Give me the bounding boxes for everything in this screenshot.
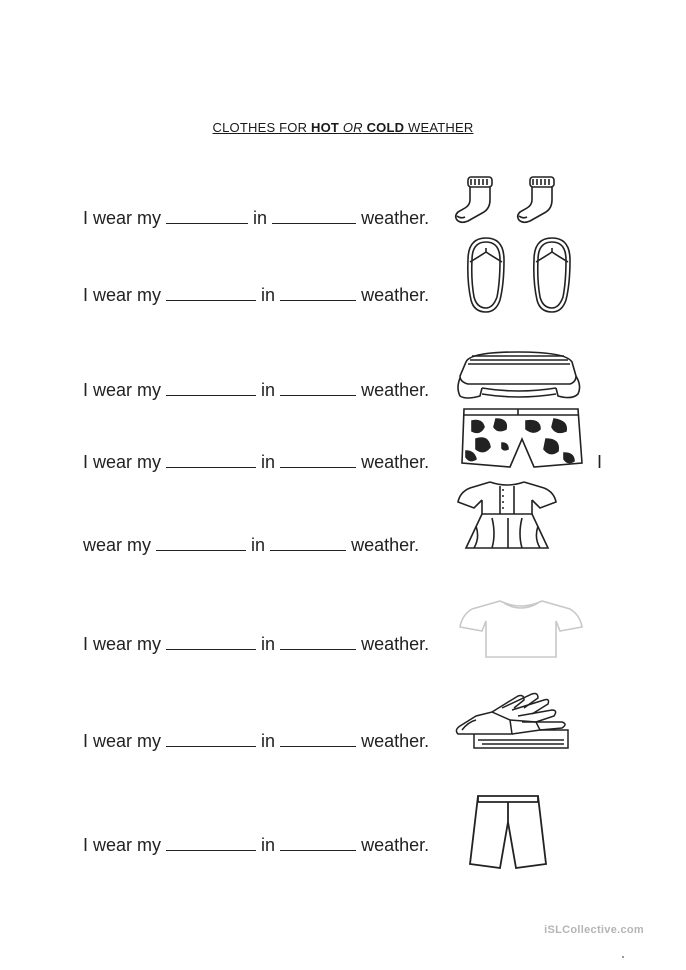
page-speck bbox=[622, 956, 624, 958]
blank-clothing[interactable] bbox=[156, 536, 246, 551]
sentence-end: weather. bbox=[351, 535, 420, 555]
beanie-hat-icon bbox=[452, 348, 584, 402]
sentence-start: I wear my bbox=[83, 835, 162, 855]
sentence-start: I wear my bbox=[83, 634, 162, 654]
blank-clothing[interactable] bbox=[166, 286, 256, 301]
sentence-mid: in bbox=[253, 208, 268, 228]
blank-clothing[interactable] bbox=[166, 381, 256, 396]
blank-weather[interactable] bbox=[280, 732, 356, 747]
sentence-line-2 bbox=[83, 285, 429, 306]
sentence-line-7 bbox=[83, 731, 429, 752]
title-hot: HOT bbox=[311, 120, 340, 135]
sentence-start: wear my bbox=[83, 535, 152, 555]
sentence-mid: in bbox=[261, 731, 276, 751]
gloves-icon bbox=[452, 690, 584, 750]
sentence-line-3 bbox=[83, 380, 429, 401]
sentence-mid: in bbox=[261, 380, 276, 400]
sentence-end: weather. bbox=[361, 208, 430, 228]
sentence-line-4 bbox=[83, 452, 429, 473]
blank-clothing[interactable] bbox=[166, 209, 248, 224]
sentence-line-8 bbox=[83, 835, 429, 856]
blank-weather[interactable] bbox=[280, 453, 356, 468]
flip-flops-icon bbox=[462, 234, 580, 316]
sentence-mid: in bbox=[261, 285, 276, 305]
socks-icon bbox=[452, 172, 580, 228]
blank-weather[interactable] bbox=[280, 381, 356, 396]
shorts-icon bbox=[460, 792, 556, 874]
sentence-line-6 bbox=[83, 634, 429, 655]
sentence-start: I wear my bbox=[83, 452, 162, 472]
stray-letter: I bbox=[597, 452, 603, 472]
blank-weather[interactable] bbox=[280, 836, 356, 851]
sentence-mid: in bbox=[261, 634, 276, 654]
blank-weather[interactable] bbox=[280, 286, 356, 301]
blank-clothing[interactable] bbox=[166, 836, 256, 851]
blank-clothing[interactable] bbox=[166, 635, 256, 650]
sentence-end: weather. bbox=[361, 380, 430, 400]
worksheet-title bbox=[0, 120, 686, 135]
title-cold: COLD bbox=[366, 120, 405, 135]
sentence-line-5 bbox=[83, 535, 419, 556]
sentence-end: weather. bbox=[361, 634, 430, 654]
sentence-line-1 bbox=[83, 208, 429, 229]
sentence-start: I wear my bbox=[83, 285, 162, 305]
swim-shorts-icon bbox=[456, 405, 586, 469]
title-prefix: CLOTHES FOR bbox=[212, 120, 311, 135]
sentence-mid: in bbox=[251, 535, 266, 555]
blank-weather[interactable] bbox=[270, 536, 346, 551]
watermark: iSLCollective.com bbox=[544, 924, 644, 936]
title-suffix: WEATHER bbox=[404, 120, 474, 135]
sentence-end: weather. bbox=[361, 731, 430, 751]
t-shirt-icon bbox=[456, 597, 586, 661]
sentence-start: I wear my bbox=[83, 380, 162, 400]
sentence-end: weather. bbox=[361, 285, 430, 305]
blank-weather[interactable] bbox=[280, 635, 356, 650]
blank-clothing[interactable] bbox=[166, 453, 256, 468]
sentence-start: I wear my bbox=[83, 208, 162, 228]
blank-clothing[interactable] bbox=[166, 732, 256, 747]
title-or: OR bbox=[342, 120, 363, 135]
sentence-mid: in bbox=[261, 452, 276, 472]
sentence-end: weather. bbox=[361, 452, 430, 472]
sentence-end: weather. bbox=[361, 835, 430, 855]
dress-icon bbox=[452, 478, 562, 552]
sentence-mid: in bbox=[261, 835, 276, 855]
sentence-start: I wear my bbox=[83, 731, 162, 751]
blank-weather[interactable] bbox=[272, 209, 356, 224]
